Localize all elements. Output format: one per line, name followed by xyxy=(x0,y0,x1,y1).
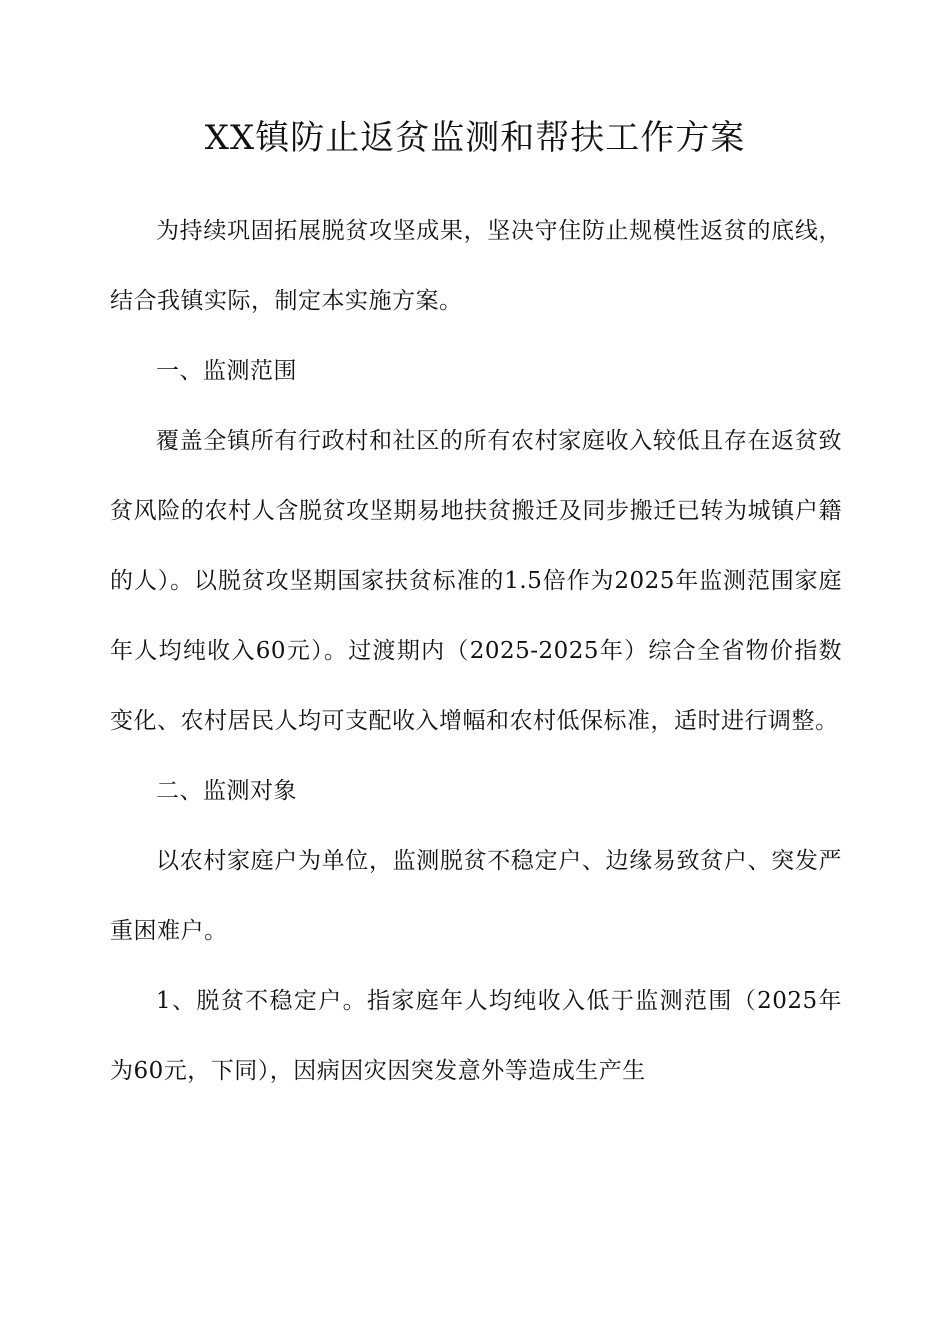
document-title: XX镇防止返贫监测和帮扶工作方案 xyxy=(204,118,746,158)
intro-paragraph: 为持续巩固拓展脱贫攻坚成果，坚决守住防止规模性返贫的底线，结合我镇实际，制定本实施方案。 xyxy=(110,218,842,314)
document-body xyxy=(110,196,842,1106)
unstable-households-paragraph: 1、脱贫不稳定户。指家庭年人均纯收入低于监测范围（2025年为60元，下同），因病因灾因突发意外等造成生产生 xyxy=(110,988,842,1084)
monitoring-targets-paragraph: 以农村家庭户为单位，监测脱贫不稳定户、边缘易致贫户、突发严重困难户。 xyxy=(110,848,842,944)
section-heading-monitoring-targets: 二、监测对象 xyxy=(156,778,297,804)
monitoring-scope-paragraph: 覆盖全镇所有行政村和社区的所有农村家庭收入较低且存在返贫致贫风险的农村人含脱贫攻坚期易地扶贫搬迁及同步搬迁已转为城镇户籍的人）。以脱贫攻坚期国家扶贫标准的1.5倍作为2025年监测范围家庭年人均纯收入60元）。过渡期内（2025-2025年）综合全省物价指数变化、农村居民人均可支配收入增幅和农村低保标准，适时进行调整。 xyxy=(110,428,842,734)
section-heading-monitoring-scope: 一、监测范围 xyxy=(156,358,297,384)
